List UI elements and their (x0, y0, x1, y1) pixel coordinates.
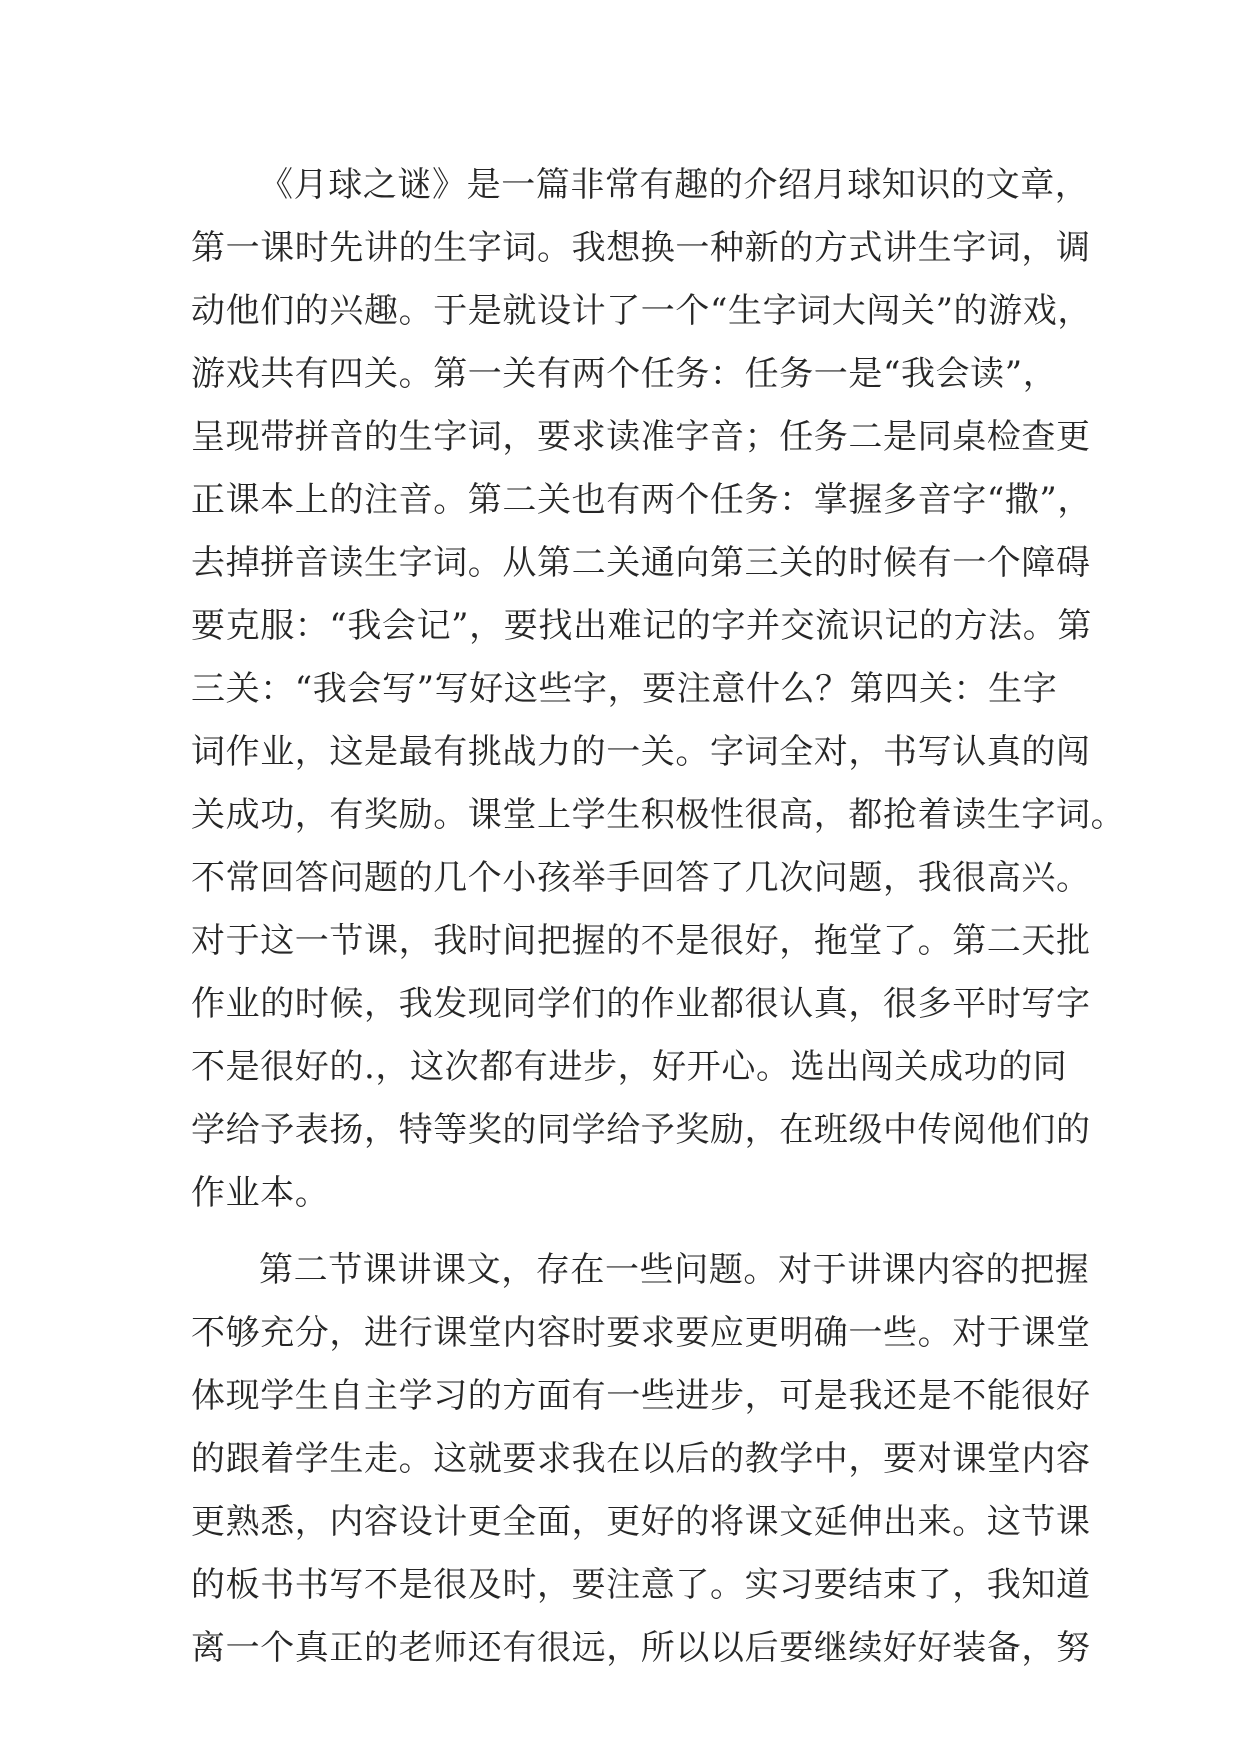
text-line: 动他们的兴趣。于是就设计了一个“生字词大闯关”的游戏， (191, 291, 1092, 331)
text-line: 离一个真正的老师还有很远，所以以后要继续好好装备，努 (191, 1628, 1091, 1668)
text-line: 关成功，有奖励。课堂上学生积极性很高，都抢着读生字词。 (191, 795, 1126, 835)
text-line: 去掉拼音读生字词。从第二关通向第三关的时候有一个障碍 (191, 543, 1091, 583)
text-line: 的跟着学生走。这就要求我在以后的教学中，要对课堂内容 (191, 1439, 1091, 1479)
text-line: 第一课时先讲的生字词。我想换一种新的方式讲生字词，调 (191, 228, 1091, 268)
text-line: 更熟悉，内容设计更全面，更好的将课文延伸出来。这节课 (191, 1502, 1091, 1542)
text-line: 作业本。 (191, 1173, 330, 1213)
paragraph-1 (191, 154, 1126, 1225)
text-line: 三关：“我会写”写好这些字，要注意什么？第四关：生字 (191, 669, 1058, 709)
text-line: 学给予表扬，特等奖的同学给予奖励，在班级中传阅他们的 (191, 1110, 1091, 1150)
paragraph-gap (191, 1225, 1061, 1239)
text-line: 词作业，这是最有挑战力的一关。字词全对，书写认真的闯 (191, 732, 1091, 772)
text-line: 不常回答问题的几个小孩举手回答了几次问题，我很高兴。 (191, 858, 1091, 898)
text-line: 第二节课讲课文，存在一些问题。对于讲课内容的把握 (259, 1250, 1090, 1290)
text-line: 对于这一节课，我时间把握的不是很好，拖堂了。第二天批 (191, 921, 1091, 961)
text-line: 的板书书写不是很及时，要注意了。实习要结束了，我知道 (191, 1565, 1091, 1605)
body-text (191, 154, 1126, 1680)
text-line: 要克服：“我会记”，要找出难记的字并交流识记的方法。第 (191, 606, 1092, 646)
text-line: 游戏共有四关。第一关有两个任务：任务一是“我会读”， (191, 354, 1058, 394)
paragraph-2 (191, 1239, 1091, 1680)
text-line: 《月球之谜》是一篇非常有趣的介绍月球知识的文章， (259, 165, 1090, 205)
text-line: 呈现带拼音的生字词，要求读准字音；任务二是同桌检查更 (191, 417, 1091, 457)
text-line: 作业的时候，我发现同学们的作业都很认真，很多平时写字 (191, 984, 1091, 1024)
text-line: 不是很好的.，这次都有进步，好开心。选出闯关成功的同 (191, 1047, 1068, 1087)
text-line: 不够充分，进行课堂内容时要求要应更明确一些。对于课堂 (191, 1313, 1091, 1353)
text-line: 体现学生自主学习的方面有一些进步，可是我还是不能很好 (191, 1376, 1091, 1416)
text-line: 正课本上的注音。第二关也有两个任务：掌握多音字“撒”， (191, 480, 1092, 520)
